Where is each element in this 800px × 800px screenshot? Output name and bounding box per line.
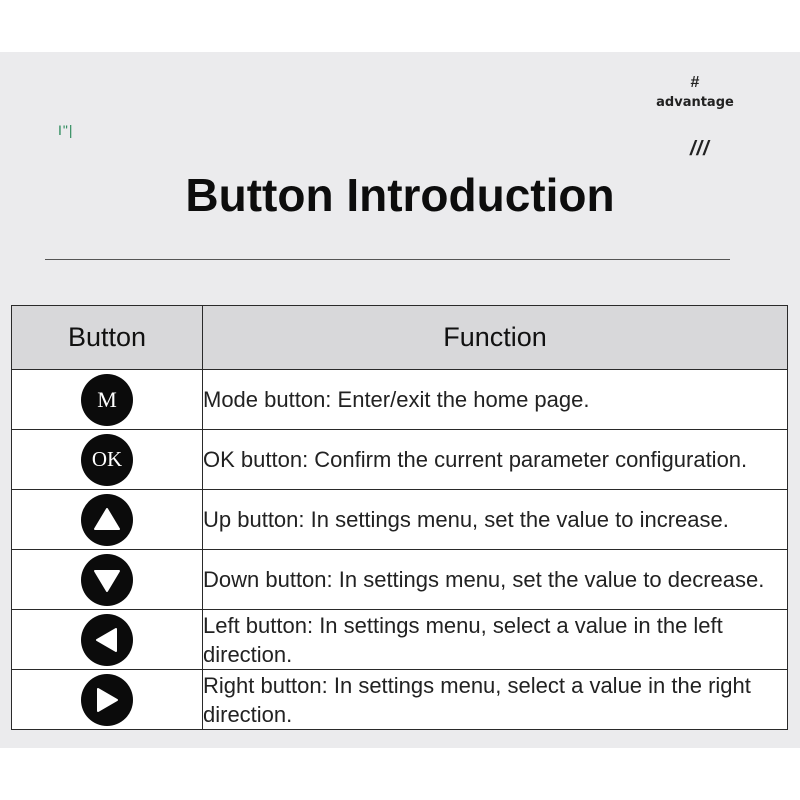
title-divider: [45, 259, 730, 260]
table-row: [12, 550, 788, 610]
table-header-row: [12, 306, 788, 370]
function-text: Left button: In settings menu, select a value in the left direction.: [203, 610, 788, 670]
advantage-label: advantage: [656, 95, 734, 110]
corner-mark: [655, 74, 735, 110]
down-arrow-icon: [81, 554, 133, 606]
header-button: Button: [12, 306, 203, 370]
page-title: Button Introduction: [185, 169, 615, 221]
slash-mark: ///: [690, 138, 710, 160]
function-text: Right button: In settings menu, select a value in the right direction.: [203, 670, 788, 730]
table-row: [12, 490, 788, 550]
button-table: [11, 305, 788, 730]
table-row: [12, 670, 788, 730]
left-mark: I"|: [58, 122, 74, 138]
header-function: Function: [203, 306, 788, 370]
table-row: [12, 610, 788, 670]
right-arrow-icon: [81, 674, 133, 726]
hash-mark: #: [690, 74, 700, 91]
function-text: OK button: Confirm the current parameter configuration.: [203, 430, 788, 490]
up-arrow-icon: [81, 494, 133, 546]
ok-button-icon: OK: [81, 434, 133, 486]
function-text: Mode button: Enter/exit the home page.: [203, 370, 788, 430]
table-row: [12, 370, 788, 430]
left-arrow-icon: [81, 614, 133, 666]
mode-button-icon: M: [81, 374, 133, 426]
table-row: [12, 430, 788, 490]
function-text: Down button: In settings menu, set the value to decrease.: [203, 550, 788, 610]
function-text: Up button: In settings menu, set the value to increase.: [203, 490, 788, 550]
